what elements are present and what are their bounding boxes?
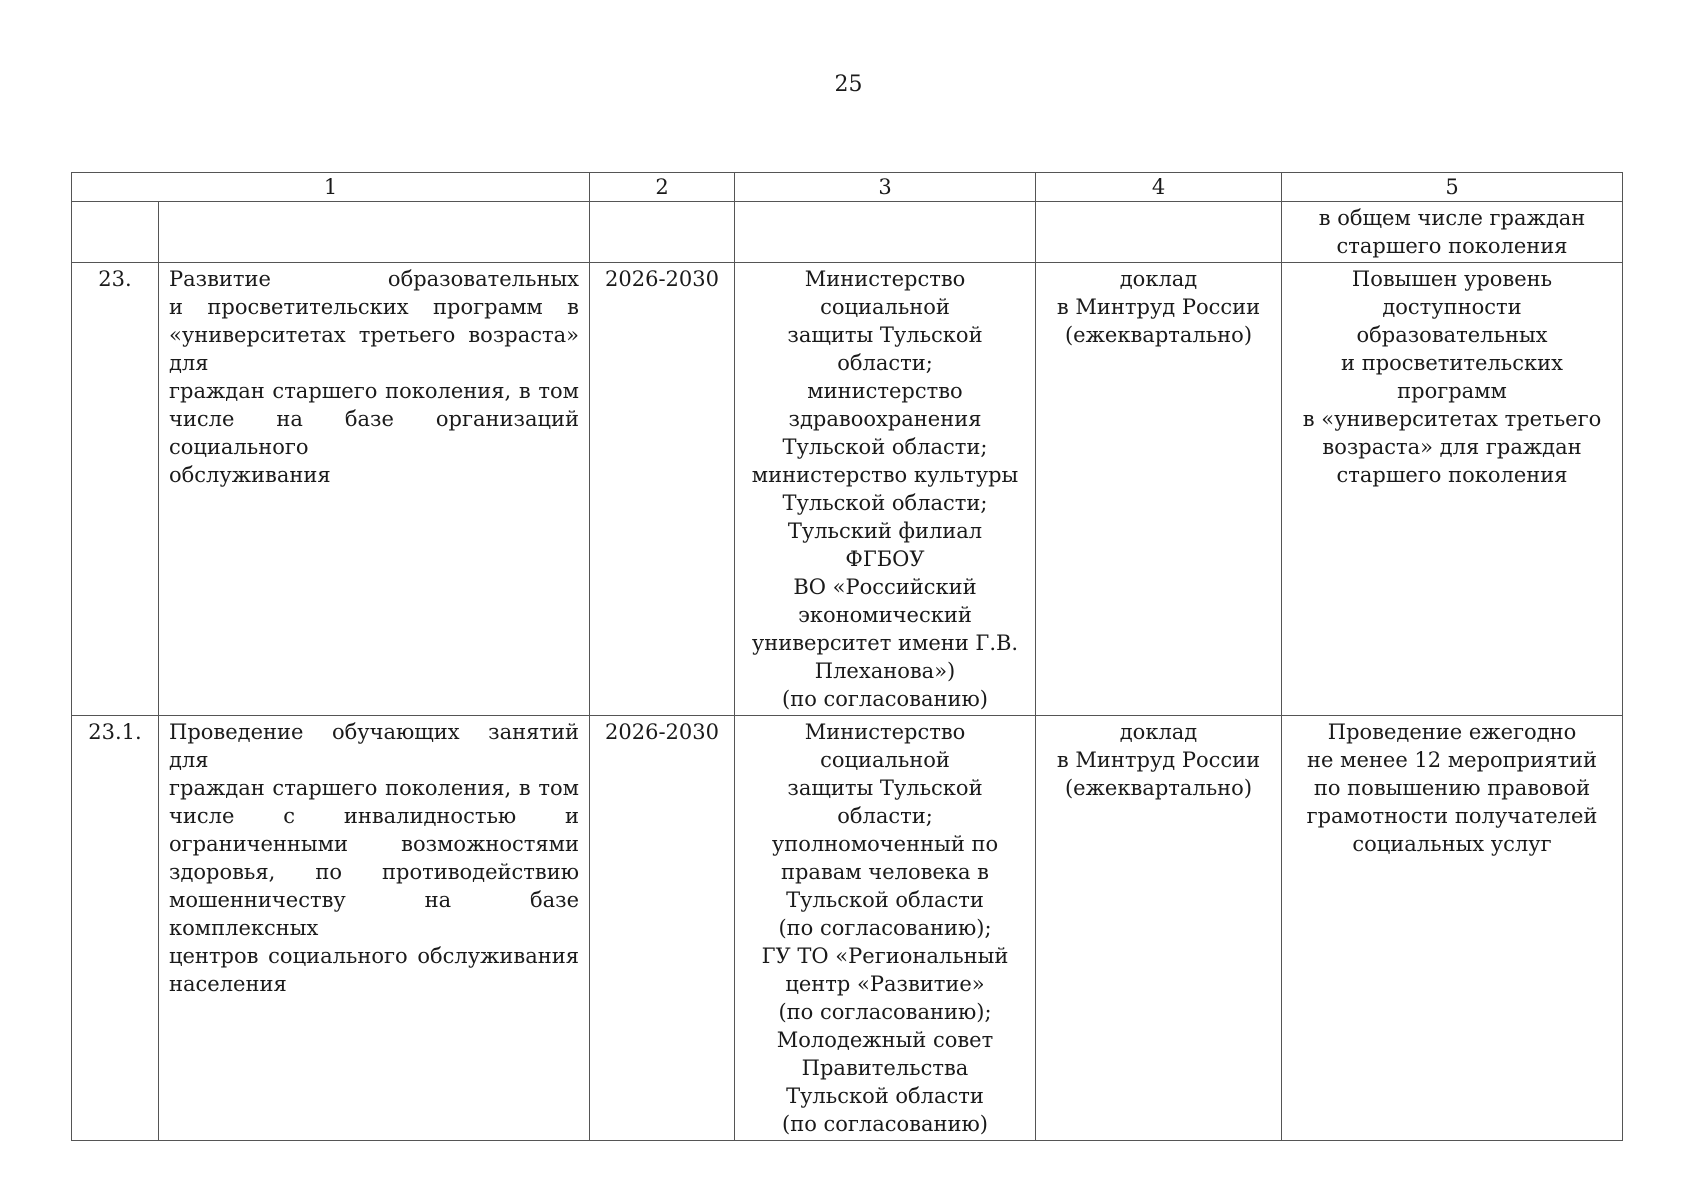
column-number-3: 3 [735,173,1036,202]
text-line: доступности образовательных [1356,295,1548,347]
text-line: возраста» для граждан [1322,435,1582,459]
text-line: Министерство социальной [804,720,966,772]
text-line: центров социального обслуживания [169,944,579,968]
text-line: и просветительских программ в [169,295,579,319]
text-line: Тульской области [786,1084,984,1108]
text-line: обслуживания [169,463,331,487]
text-line: Проведение обучающих занятий для [169,720,579,772]
text-line: ограниченными возможностями [169,832,579,856]
measure-title-cell [159,716,590,1141]
text-line: доклад [1119,267,1198,291]
text-line: Повышен уровень [1351,267,1553,291]
text-line: (по согласованию) [782,1112,988,1136]
text-line: «университетах третьего возраста» для [169,323,579,375]
column-number-4: 4 [1036,173,1282,202]
table-cell-empty [1036,202,1282,263]
text-line: старшего поколения [1336,234,1568,258]
text-line: защиты Тульской области; [787,323,983,375]
text-line: экономический [798,603,972,627]
table-cell-empty [735,202,1036,263]
text-line: министерство [807,379,963,403]
text-line: Министерство социальной [804,267,966,319]
page-number: 25 [834,72,863,97]
column-number-2: 2 [590,173,735,202]
text-line: мошенничеству на базе комплексных [169,888,579,940]
text-line: и просветительских программ [1341,351,1563,403]
text-line: Правительства [801,1056,969,1080]
text-line: здравоохранения [788,407,982,431]
text-line: в Минтруд России [1056,295,1261,319]
report-cell [1036,263,1282,716]
text-line: старшего поколения [1336,463,1568,487]
period-cell: 2026-2030 [590,716,735,1141]
text-line: Тульской области [786,888,984,912]
text-line: университет имени Г.В. [751,631,1019,655]
continuation-result-cell [1282,202,1623,263]
text-line: Плеханова») [814,659,956,683]
text-line: ВО «Российский [793,575,977,599]
text-line: Развитие образовательных [169,267,579,291]
text-line: числе с инвалидностью и [169,804,579,828]
text-line: Молодежный совет [776,1028,994,1052]
text-line: граждан старшего поколения, в том [169,379,579,403]
text-line: (по согласованию); [778,916,992,940]
text-line: по повышению правовой [1313,776,1591,800]
text-line: грамотности получателей [1306,804,1598,828]
text-line: Проведение ежегодно [1327,720,1577,744]
text-line: доклад [1119,720,1198,744]
table-cell-empty [590,202,735,263]
text-line: ГУ ТО «Региональный [761,944,1009,968]
text-line: социальных услуг [1352,832,1552,856]
executor-cell [735,263,1036,716]
text-line: (по согласованию); [778,1000,992,1024]
row-number: 23.1. [72,716,159,1141]
text-line: не менее 12 мероприятий [1307,748,1597,772]
text-line: правам человека в [780,860,989,884]
text-line: (ежеквартально) [1064,776,1253,800]
text-line: Тульской области; [782,435,988,459]
result-cell [1282,716,1623,1141]
column-number-row [72,173,1623,202]
continuation-row [72,202,1623,263]
measure-title-cell [159,263,590,716]
executor-cell [735,716,1036,1141]
row-number: 23. [72,263,159,716]
column-number-5: 5 [1282,173,1623,202]
text-line: Тульской области; [782,491,988,515]
text-line: центр «Развитие» [785,972,985,996]
text-line: (по согласованию) [782,687,988,711]
table-row [72,263,1623,716]
measures-table [71,172,1623,1141]
text-line: защиты Тульской области; [787,776,983,828]
column-number-1: 1 [72,173,590,202]
text-line: министерство культуры [751,463,1019,487]
text-line: здоровья, по противодействию [169,860,579,884]
text-line: числе на базе организаций социального [169,407,579,459]
text-line: уполномоченный по [771,832,999,856]
period-cell: 2026-2030 [590,263,735,716]
result-cell [1282,263,1623,716]
text-line: (ежеквартально) [1064,323,1253,347]
text-line: населения [169,972,287,996]
text-line: граждан старшего поколения, в том [169,776,579,800]
table-row [72,716,1623,1141]
table-cell-empty [72,202,159,263]
text-line: в общем числе граждан [1318,206,1586,230]
text-line: Тульский филиал ФГБОУ [787,519,983,571]
text-line: в Минтруд России [1056,748,1261,772]
report-cell [1036,716,1282,1141]
table-cell-empty [159,202,590,263]
text-line: в «университетах третьего [1302,407,1602,431]
